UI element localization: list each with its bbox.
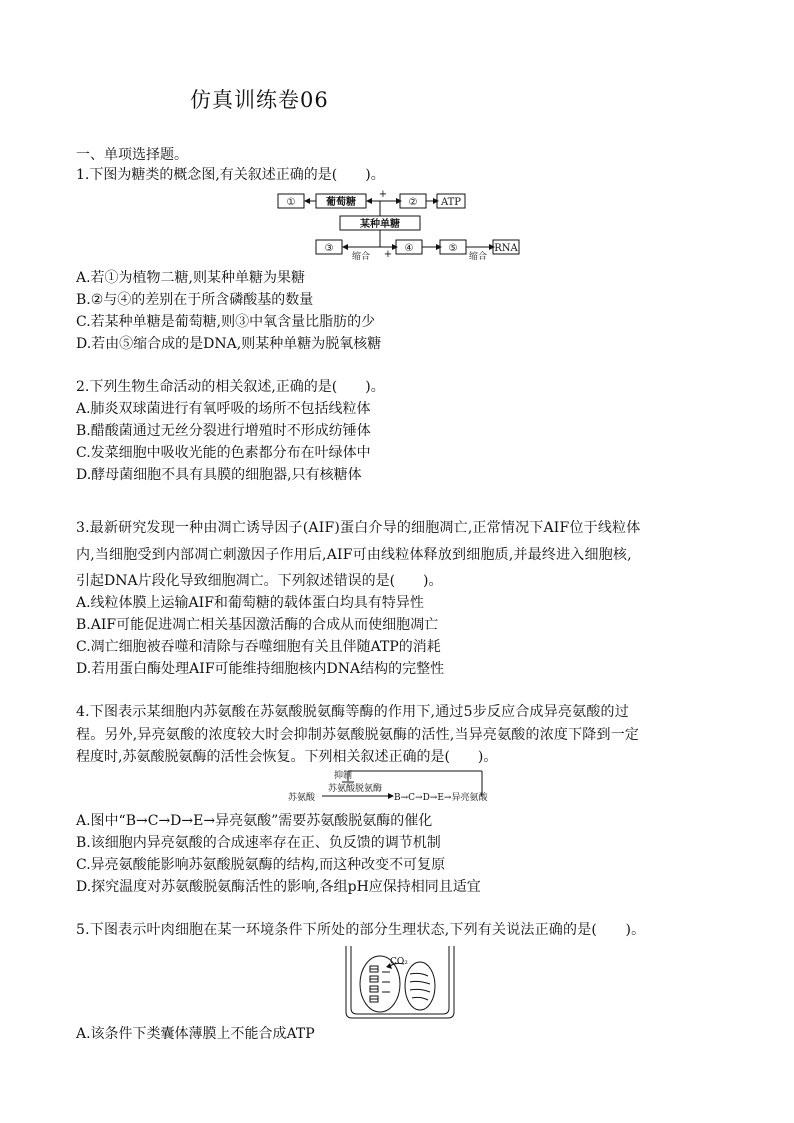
- q1-concept-diagram: [270, 188, 530, 264]
- q1-label-glucose: 葡萄糖: [326, 197, 356, 208]
- q1-plus-1: +: [378, 189, 388, 200]
- q2-option-c: C.发菜细胞中吸收光能的色素都分布在叶绿体中: [76, 445, 371, 461]
- q4-inhibit-label: 抑制: [334, 771, 353, 781]
- q4-enzyme-label: 苏氨酸脱氨酶: [328, 784, 383, 794]
- q5-stem: 5.下图表示叶肉细胞在某一环境条件下所处的部分生理状态,下列有关说法正确的是( )。: [76, 922, 646, 938]
- q1-condense-2: 缩合: [468, 252, 488, 262]
- q1-label-5: ⑤: [448, 243, 458, 254]
- q3-stem-line-1: 3.最新研究发现一种由凋亡诱导因子(AIF)蛋白介导的细胞凋亡,正常情况下AIF位于线粒体: [76, 520, 641, 536]
- q2-stem: 2.下列生物生命活动的相关叙述,正确的是( )。: [76, 379, 385, 395]
- q2-option-d: D.酵母菌细胞不具有具膜的细胞器,只有核糖体: [76, 467, 362, 483]
- q1-label-4: ④: [404, 243, 414, 254]
- q1-label-rna: RNA: [494, 243, 518, 254]
- section-heading: 一、单项选择题。: [76, 147, 188, 163]
- q1-plus-2: +: [383, 249, 393, 260]
- q1-label-2: ②: [408, 197, 418, 208]
- q3-option-c: C.凋亡细胞被吞噬和清除与吞噬细胞有关且伴随ATP的消耗: [76, 639, 441, 655]
- q1-option-d: D.若由⑤缩合成的是DNA,则某种单糖为脱氧核糖: [76, 336, 382, 352]
- mitochondrion: [405, 962, 435, 1010]
- q4-option-c: C.异亮氨酸能影响苏氨酸脱氨酶的结构,而这种改变不可复原: [76, 857, 446, 873]
- q1-option-b: B.②与④的差别在于所含磷酸基的数量: [76, 292, 314, 308]
- q4-option-a: A.图中“B→C→D→E→异亮氨酸”需要苏氨酸脱氨酶的催化: [76, 813, 433, 829]
- q1-label-3: ③: [324, 243, 334, 254]
- q4-pathway-diagram: [284, 766, 514, 806]
- q5-option-a: A.该条件下类囊体薄膜上不能合成ATP: [76, 1026, 315, 1042]
- q4-stem-line-2: 程。另外,异亮氨酸的浓度较大时会抑制苏氨酸脱氨酶的活性,当异亮氨酸的浓度下降到一定: [76, 727, 640, 743]
- q1-stem: 1.下图为糖类的概念图,有关叙述正确的是( )。: [76, 167, 385, 183]
- q3-stem-line-3: 引起DNA片段化导致细胞凋亡。下列叙述错误的是( )。: [76, 573, 443, 589]
- q3-option-b: B.AIF可能促进凋亡相关基因激活酶的合成从而使细胞凋亡: [76, 617, 439, 633]
- q5-cell-diagram: [340, 942, 460, 1022]
- q1-option-c: C.若某种单糖是葡萄糖,则③中氧含量比脂肪的少: [76, 314, 376, 330]
- q4-option-b: B.该细胞内异亮氨酸的合成速率存在正、负反馈的调节机制: [76, 835, 441, 851]
- q1-condense-1: 缩合: [351, 252, 371, 262]
- q4-stem-line-3: 程度时,苏氨酸脱氨酶的活性会恢复。下列相关叙述正确的是( )。: [76, 749, 498, 765]
- q1-label-1: ①: [286, 197, 296, 208]
- q2-option-b: B.醋酸菌通过无丝分裂进行增殖时不形成纺锤体: [76, 423, 371, 439]
- co2-label: CO₂: [390, 957, 408, 967]
- q4-threonine-label: 苏氨酸: [288, 793, 316, 803]
- q3-stem-line-2: 内,当细胞受到内部凋亡刺激因子作用后,AIF可由线粒体释放到细胞质,并最终进入细胞核,: [76, 547, 632, 563]
- q4-option-d: D.探究温度对苏氨酸脱氨酶活性的影响,各组pH应保持相同且适宜: [76, 879, 481, 895]
- thylakoid-stacks: [370, 966, 390, 1002]
- q3-option-d: D.若用蛋白酶处理AIF可能维持细胞核内DNA结构的完整性: [76, 661, 445, 677]
- page-title: 仿真训练卷06: [190, 88, 329, 112]
- q1-option-a: A.若①为植物二糖,则某种单糖为果糖: [76, 270, 306, 286]
- q4-chain-label: B→C→D→E→异亮氨酸: [394, 793, 488, 803]
- q4-stem-line-1: 4.下图表示某细胞内苏氨酸在苏氨酸脱氨酶等酶的作用下,通过5步反应合成异亮氨酸的过: [76, 704, 629, 720]
- q1-label-mono: 某种单糖: [360, 219, 400, 230]
- q2-option-a: A.肺炎双球菌进行有氧呼吸的场所不包括线粒体: [76, 401, 371, 417]
- q3-option-a: A.线粒体膜上运输AIF和葡萄糖的载体蛋白均具有特异性: [76, 595, 424, 611]
- q1-label-atp: ATP: [440, 197, 462, 208]
